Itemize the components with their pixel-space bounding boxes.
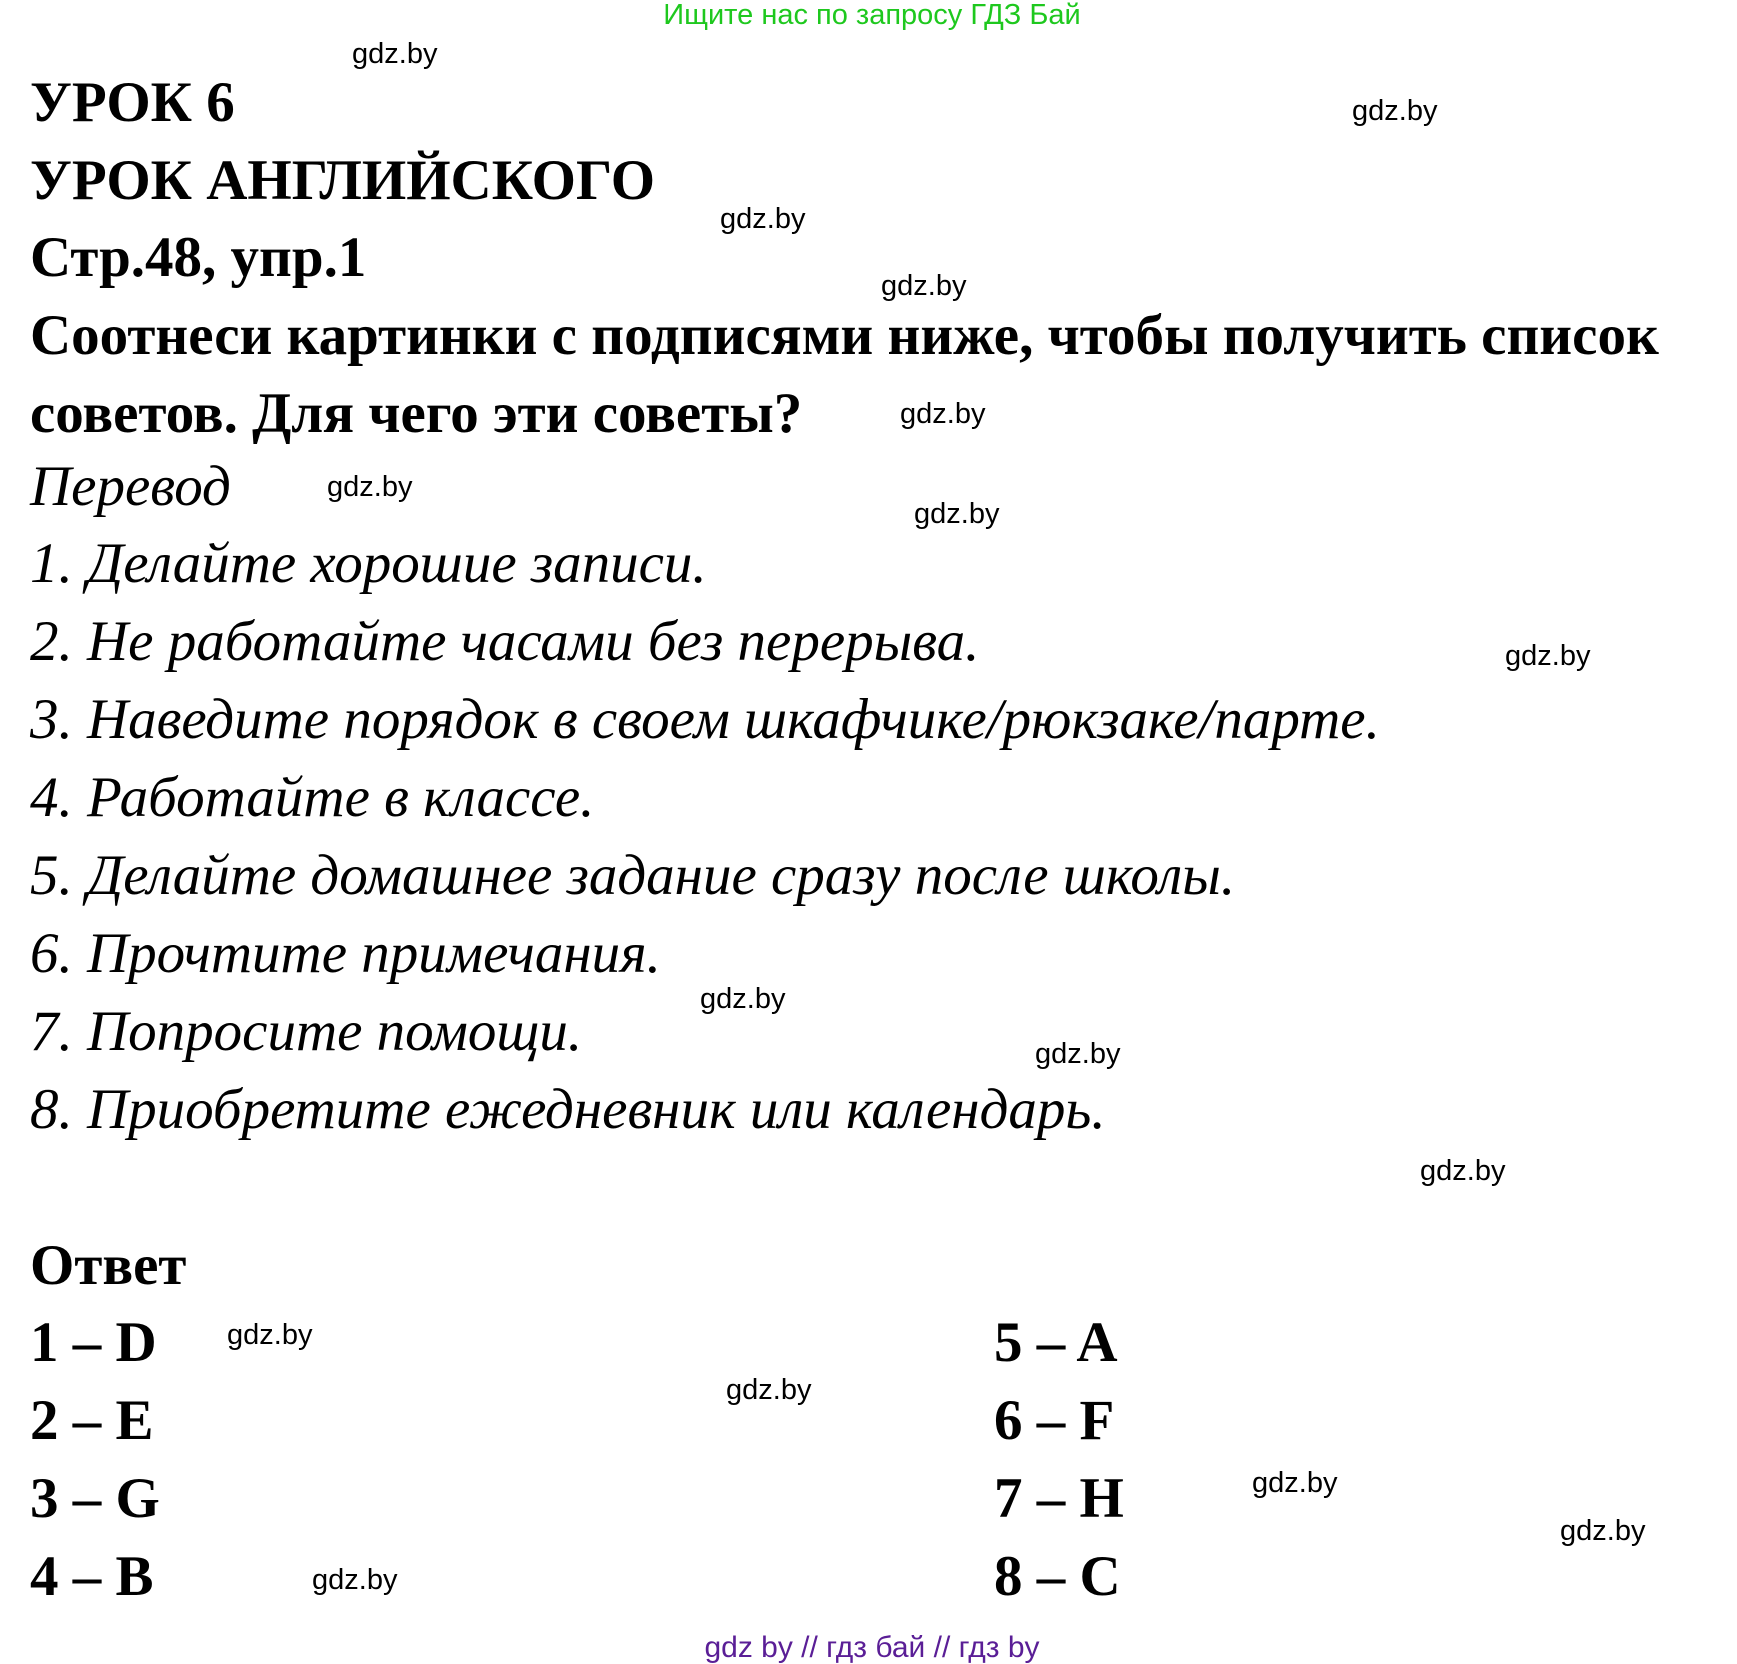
translation-item: 7. Попросите помощи. xyxy=(30,1000,583,1063)
translation-item: 6. Прочтите примечания. xyxy=(30,922,661,985)
answer-item: 4 – B xyxy=(30,1545,154,1608)
watermark: gdz.by xyxy=(352,38,438,70)
watermark: gdz.by xyxy=(700,983,786,1015)
translation-item: 1. Делайте хорошие записи. xyxy=(30,532,707,595)
search-banner: Ищите нас по запросу ГДЗ Бай xyxy=(663,0,1081,31)
exercise-reference: Стр.48, упр.1 xyxy=(30,226,367,289)
watermark: gdz.by xyxy=(227,1319,313,1351)
watermark: gdz.by xyxy=(900,398,986,430)
answer-item: 5 – A xyxy=(994,1311,1118,1374)
translation-item: 4. Работайте в классе. xyxy=(30,766,595,829)
footer-links: gdz by // гдз бай // гдз by xyxy=(704,1631,1040,1664)
watermark: gdz.by xyxy=(327,471,413,503)
watermark: gdz.by xyxy=(726,1374,812,1406)
answer-item: 2 – E xyxy=(30,1389,154,1452)
watermark: gdz.by xyxy=(1252,1467,1338,1499)
watermark: gdz.by xyxy=(1420,1155,1506,1187)
watermark: gdz.by xyxy=(720,203,806,235)
answer-item: 1 – D xyxy=(30,1311,157,1374)
translation-item: 3. Наведите порядок в своем шкафчике/рюкзаке/парте. xyxy=(30,688,1380,751)
answer-label: Ответ xyxy=(30,1234,187,1297)
translation-item: 8. Приобретите ежедневник или календарь. xyxy=(30,1078,1106,1141)
watermark: gdz.by xyxy=(1560,1515,1646,1547)
translation-label: Перевод xyxy=(30,455,231,518)
watermark: gdz.by xyxy=(312,1564,398,1596)
lesson-title: УРОК АНГЛИЙСКОГО xyxy=(30,149,656,212)
watermark: gdz.by xyxy=(914,498,1000,530)
task-text-line-1: Соотнеси картинки с подписями ниже, чтобы получить список xyxy=(30,304,1659,367)
watermark: gdz.by xyxy=(881,270,967,302)
task-text-line-2: советов. Для чего эти советы? xyxy=(30,382,803,445)
translation-item: 2. Не работайте часами без перерыва. xyxy=(30,610,980,673)
watermark: gdz.by xyxy=(1035,1038,1121,1070)
lesson-number: УРОК 6 xyxy=(30,71,235,134)
answer-item: 6 – F xyxy=(994,1389,1115,1452)
answer-item: 8 – C xyxy=(994,1545,1121,1608)
watermark: gdz.by xyxy=(1352,95,1438,127)
translation-item: 5. Делайте домашнее задание сразу после школы. xyxy=(30,844,1236,907)
answer-item: 7 – H xyxy=(994,1467,1124,1530)
watermark: gdz.by xyxy=(1505,640,1591,672)
answer-item: 3 – G xyxy=(30,1467,160,1530)
